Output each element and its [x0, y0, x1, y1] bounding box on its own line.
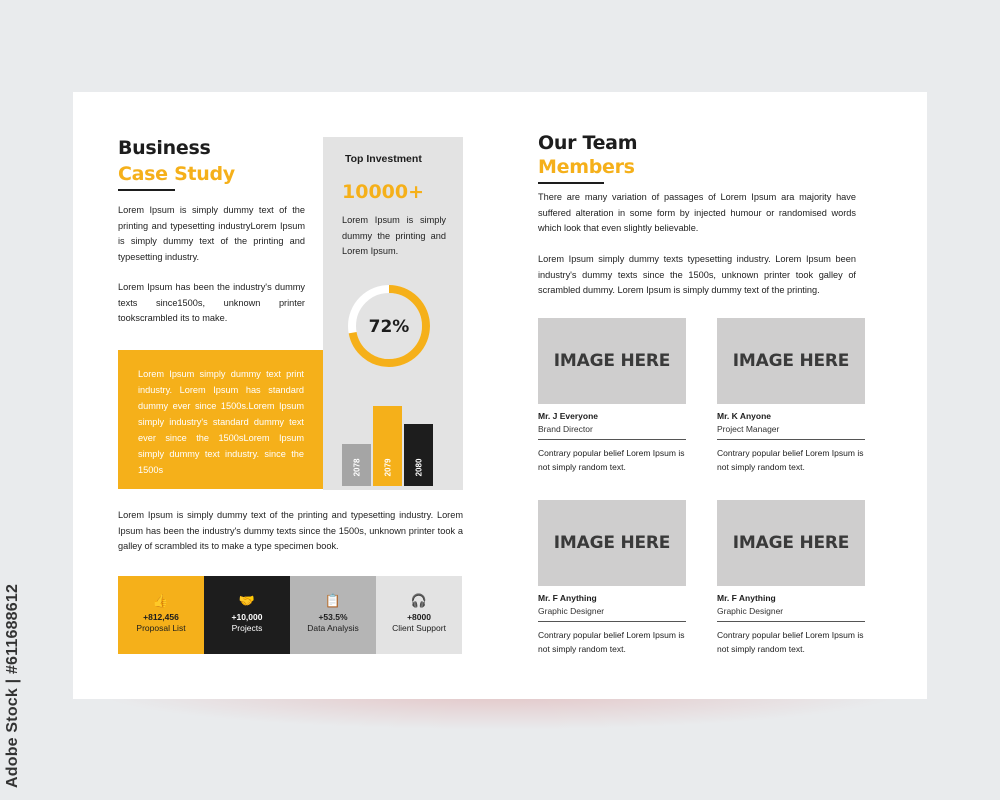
bar-label: 2080 [414, 458, 423, 477]
stat-tile [118, 576, 204, 654]
member-divider [538, 621, 686, 622]
highlight-text: Lorem Ipsum simply dummy text print industry. Lorem Ipsum has standard dummy ever since 1500s.Lorem Ipsum simply industry's standard dummy text ever since the 1500sLorem Ipsum simply dummy text industry. since the 1500s [138, 369, 304, 475]
right-paragraph-1: There are many variation of passages of Lorem Ipsum ara majority have suffered alteration in some form by injected humour or randomised words which look that even slightly believable. [538, 192, 856, 234]
stat-value: +53.5% [318, 612, 348, 622]
member-name: Mr. F Anything [538, 593, 597, 603]
member-divider [717, 439, 865, 440]
bar-label: 2078 [352, 458, 361, 477]
investment-panel [323, 137, 463, 490]
member-role: Project Manager [717, 424, 780, 434]
thumbs-up-icon: 👍 [152, 593, 170, 608]
investment-title: Top Investment [345, 153, 422, 165]
progress-ring [345, 282, 433, 370]
stat-label: Proposal List [136, 623, 186, 633]
right-title-line2: Members [538, 156, 635, 178]
headset-icon: 🎧 [410, 593, 428, 608]
member-image-placeholder: IMAGE HERE [538, 500, 686, 586]
stat-tile [376, 576, 462, 654]
member-divider [717, 621, 865, 622]
member-role: Graphic Designer [538, 606, 605, 616]
right-paragraph-2: Lorem Ipsum simply dummy texts typesetting industry. Lorem Ipsum been industry's dummy texts since the 1500s, unknown printer took galley of scrambled dummy. Lorem Ipsum is simply dummy text of the printing. [538, 254, 856, 296]
member-image-placeholder: IMAGE HERE [717, 318, 865, 404]
highlight-box [118, 350, 323, 489]
stat-value: +8000 [407, 612, 431, 622]
member-image-placeholder: IMAGE HERE [538, 318, 686, 404]
investment-value: 10000+ [342, 181, 425, 203]
analysis-icon: 📋 [324, 593, 342, 608]
stat-value: +812,456 [143, 612, 179, 622]
member-description: Contrary popular belief Lorem Ipsum is not simply random text. [538, 630, 685, 654]
right-title-line1: Our Team [538, 132, 638, 154]
left-bottom-paragraph: Lorem Ipsum is simply dummy text of the printing and typesetting industry. Lorem Ipsum has been the industry's dummy texts since the 1500s, unknown printer took a galley of scrambled its to make a type specimen book. [118, 510, 463, 552]
stat-tile [290, 576, 376, 654]
stat-value: +10,000 [231, 612, 263, 622]
brochure-spread [73, 92, 927, 699]
handshake-icon: 🤝 [238, 593, 256, 608]
member-description: Contrary popular belief Lorem Ipsum is not simply random text. [538, 448, 685, 472]
bar-0 [342, 444, 371, 486]
left-paragraph-2: Lorem Ipsum has been the industry's dummy texts since1500s, unknown printer tookscrambled its to make. [118, 282, 305, 324]
stat-tile [204, 576, 290, 654]
progress-ring-label: 72% [368, 317, 410, 337]
member-divider [538, 439, 686, 440]
stock-credit: Adobe Stock | #611688612 [4, 583, 21, 788]
left-paragraph-1: Lorem Ipsum is simply dummy text of the printing and typesetting industryLorem Ipsum is simply dummy text of the printing and typesetting industry. [118, 205, 305, 262]
member-image-placeholder: IMAGE HERE [717, 500, 865, 586]
member-description: Contrary popular belief Lorem Ipsum is not simply random text. [717, 448, 864, 472]
bar-label: 2079 [383, 458, 392, 477]
member-role: Brand Director [538, 424, 593, 434]
right-title-rule [538, 182, 604, 184]
bar-2 [404, 424, 433, 486]
member-role: Graphic Designer [717, 606, 784, 616]
left-title-rule [118, 189, 175, 191]
member-name: Mr. J Everyone [538, 411, 599, 421]
stat-label: Projects [231, 623, 263, 633]
member-name: Mr. K Anyone [717, 411, 771, 421]
bar-chart [342, 389, 432, 486]
left-title-line1: Business [118, 137, 211, 159]
stat-label: Client Support [392, 623, 446, 633]
left-title-line2: Case Study [118, 163, 235, 185]
investment-text: Lorem Ipsum is simply dummy the printing and Lorem Ipsum. [342, 215, 446, 257]
bar-1 [373, 406, 402, 486]
member-name: Mr. F Anything [717, 593, 776, 603]
stat-label: Data Analysis [307, 623, 359, 633]
member-description: Contrary popular belief Lorem Ipsum is not simply random text. [717, 630, 864, 654]
